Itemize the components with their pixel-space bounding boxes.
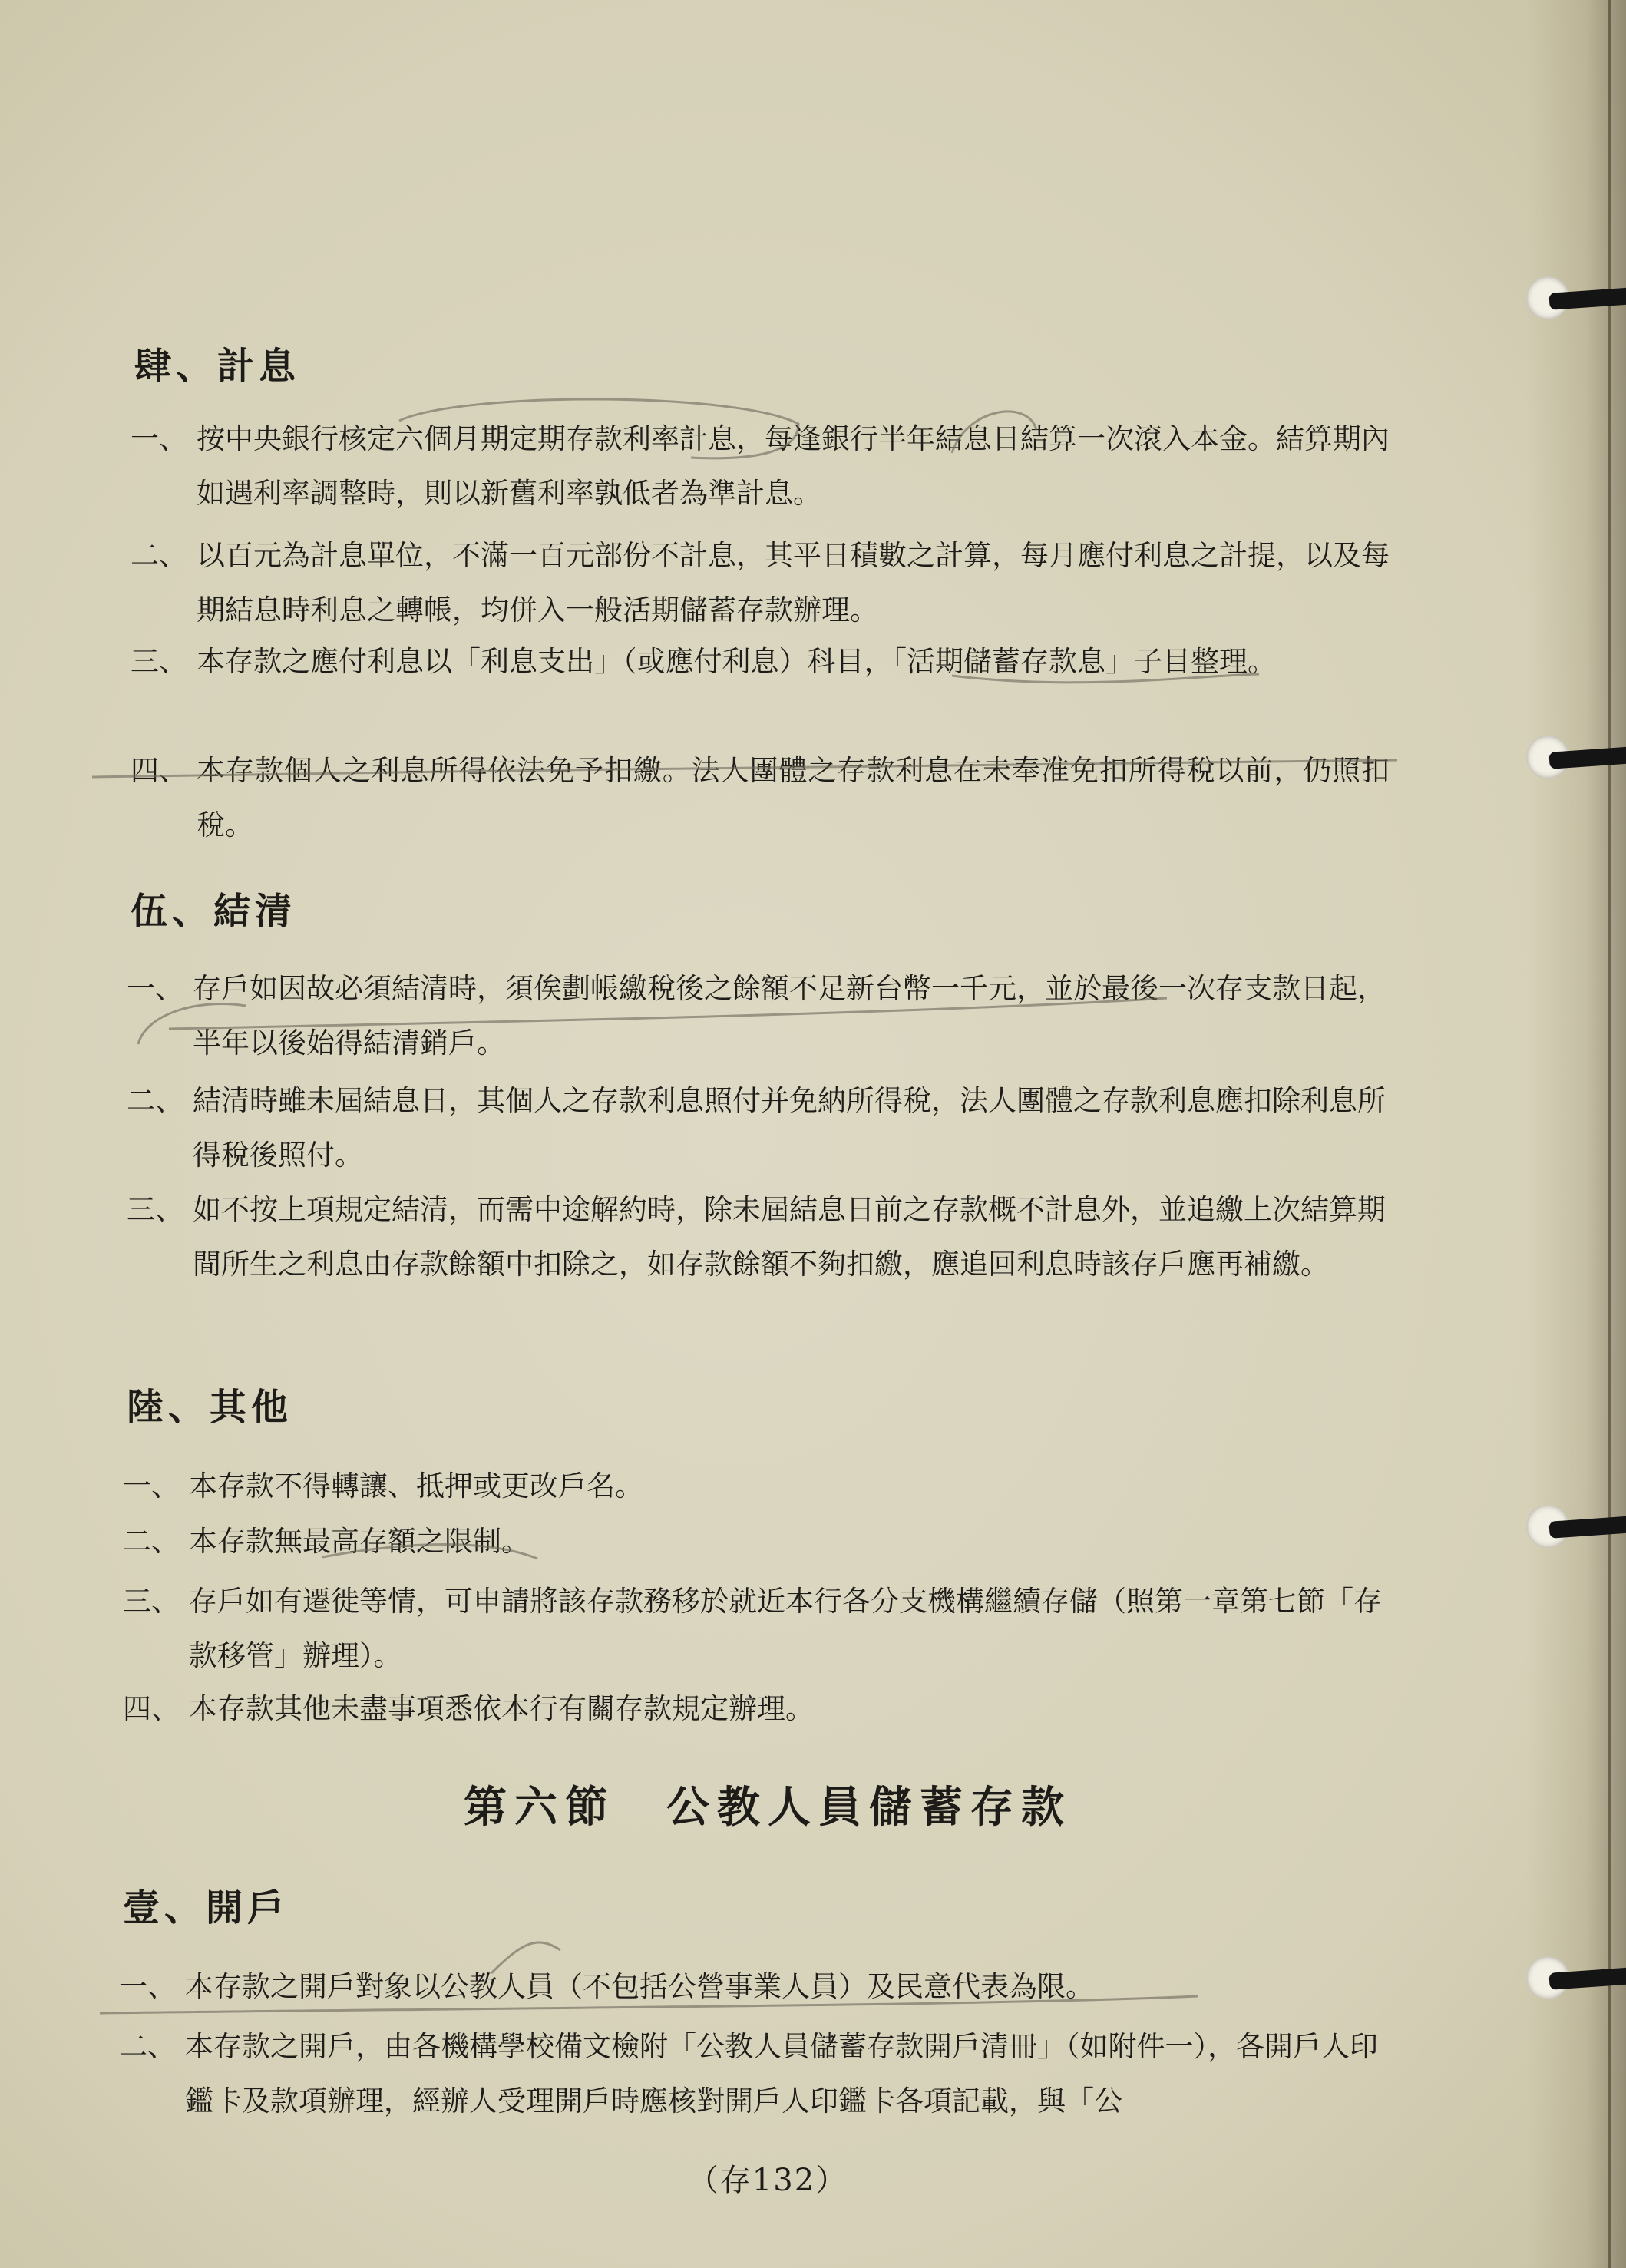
pencil-mark [138,1003,246,1044]
section-title: 第六節 公教人員儲蓄存款 [464,1783,1072,1833]
item-text: 本存款個人之利息所得依法免予扣繳。法人團體之存款利息在未奉准免扣所得稅以前，仍照扣稅。 [197,754,1390,841]
item-text: 以百元為計息單位，不滿一百元部份不計息，其平日積數之計算，每月應付利息之計提，以及每期結息時利息之轉帳，均併入一般活期儲蓄存款辦理。 [197,539,1390,627]
item-text: 本存款不得轉讓、抵押或更改戶名。 [189,1470,643,1503]
item-number: 三、 [127,1193,183,1226]
pencil-mark [491,1942,560,1973]
heading-other: 陸、其他 [127,1386,293,1429]
item-text: 本存款其他未盡事項悉依本行有關存款規定辦理。 [189,1692,814,1725]
pencil-mark [952,674,1259,683]
item-number: 三、 [131,645,187,678]
item-text: 本存款之應付利息以「利息支出」（或應付利息）科目，「活期儲蓄存款息」子目整理。 [197,645,1276,678]
item-number: 一、 [131,422,187,455]
pencil-mark [100,1996,1198,2013]
item-text: 本存款之開戶，由各機構學校備文檢附「公教人員儲蓄存款開戶清冊」（如附件一），各開戶人印鑑卡及款項辦理，經辦人受理開戶時應核對開戶人印鑑卡各項記載，與「公 [185,2030,1378,2118]
pencil-mark [399,399,798,458]
item-number: 二、 [131,539,187,572]
item-number: 二、 [127,1084,183,1117]
item-text: 本存款無最高存額之限制。 [189,1525,530,1558]
item-text: 按中央銀行核定六個月期定期存款利率計息，每逢銀行半年結息日結算一次滾入本金。結算期內如遇利率調整時，則以新舊利率孰低者為準計息。 [197,422,1390,510]
item-number: 三、 [123,1585,180,1618]
item-text: 存戶如因故必須結清時，須俟劃帳繳稅後之餘額不足新台幣一千元，並於最後一次存支款日起，半年以後始得結清銷戶。 [193,972,1386,1060]
pencil-mark [952,412,1036,453]
pencil-mark [169,998,1167,1029]
item-number: 四、 [131,754,187,787]
item-number: 一、 [127,972,183,1005]
pencil-mark [322,1545,537,1559]
page-number: （存132） [687,2163,848,2198]
item-number: 二、 [123,1525,180,1558]
item-number: 四、 [123,1692,180,1725]
heading-opening: 壹、開戶 [123,1886,289,1929]
item-number: 二、 [119,2030,176,2063]
item-number: 一、 [119,1970,176,2003]
item-text: 本存款之開戶對象以公教人員（不包括公營事業人員）及民意代表為限。 [185,1970,1094,2003]
item-text: 結清時雖未屆結息日，其個人之存款利息照付并免納所得稅，法人團體之存款利息應扣除利息所得稅後照付。 [193,1084,1386,1172]
item-number: 一、 [123,1470,180,1503]
heading-closing: 伍、結清 [131,890,297,933]
item-text: 如不按上項規定結清，而需中途解約時，除未屆結息日前之存款概不計息外，並追繳上次結算期間所生之利息由存款餘額中扣除之，如存款餘額不夠扣繳，應追回利息時該存戶應再補繳。 [193,1193,1386,1281]
item-text: 存戶如有遷徙等情，可申請將該存款務移於就近本行各分支機構繼續存儲（照第一章第七節「存款移管」辦理）。 [189,1585,1382,1672]
heading-interest: 肆、計息 [134,345,301,388]
pencil-mark [92,760,1397,777]
